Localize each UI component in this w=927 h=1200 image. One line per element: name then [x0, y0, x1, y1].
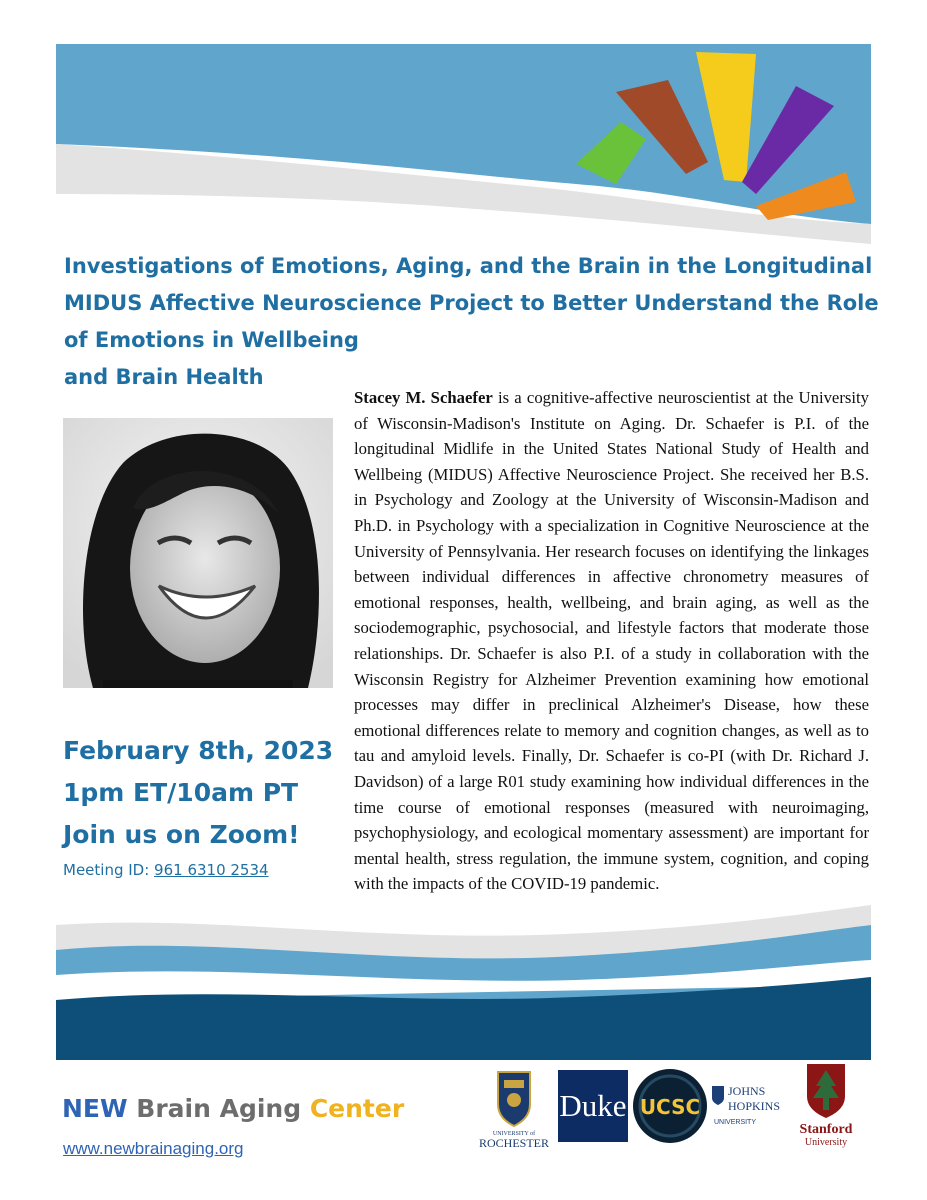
rochester-top-text: UNIVERSITY of — [492, 1131, 536, 1137]
brand-middle: Brain Aging — [127, 1094, 310, 1123]
brand-wordmark — [62, 1094, 404, 1123]
jhu-line1: JOHNS — [728, 1084, 766, 1098]
title-line: and Brain Health — [64, 365, 264, 389]
ucsc-logo — [632, 1068, 708, 1144]
meeting-label: Meeting ID: — [63, 861, 155, 879]
title-line: Investigations of Emotions, Aging, and the Brain in the Longitudinal — [64, 254, 873, 278]
meeting-info — [63, 858, 353, 882]
brand-center: Center — [309, 1094, 405, 1123]
ucsc-text: UCSC — [639, 1095, 701, 1119]
bio-text: is a cognitive-affective neuroscientist at the University of Wisconsin-Madison's Institute on Aging. Dr. Schaefer is P.I. of the longitudinal Midlife in the United States National Study of Health and Wellbeing (MIDUS) Affective Neuroscience Project. She received her B.S. in Psychology and Zoology at the University of Wisconsin-Madison and Ph.D. in Psychology with a specialization in Cognitive Neuroscience at the University of Pennsylvania. Her research focuses on identifying the linkages between individual differences in affective chronometry measures of emotional responses, health, wellbeing, and brain aging, as well as the sociodemographic, psychosocial, and lifestyle factors that moderate those relationships. Dr. Schaefer is also P.I. of a study in collaboration with the Wisconsin Registry for Alzheimer Prevention examining how emotional processes may differ in preclinical Alzheimer's Disease, how these emotional differences relate to memory and cognition changes, as well as to tau and amyloid levels. Finally, Dr. Schaefer is co-PI (with Dr. Richard J. Davidson) of a large R01 study examining how individual differences in the time course of emotional responses (measured with neuroimaging, psychophysiology, and ecological momentary assessment) are important for mental health, stress regulation, the immune system, cognition, and coping with the impacts of the COVID-19 pandemic. — [354, 388, 869, 894]
title-line: of Emotions in Wellbeing — [64, 328, 359, 352]
top-banner — [56, 44, 871, 244]
duke-logo: Duke — [558, 1070, 628, 1142]
event-details — [63, 730, 353, 882]
rochester-logo — [474, 1070, 554, 1150]
speaker-bio — [354, 385, 869, 897]
event-time: 1pm ET/10am PT — [63, 778, 299, 807]
jhu-line2: HOPKINS — [728, 1099, 780, 1113]
meeting-id-link[interactable]: 961 6310 2534 — [154, 861, 269, 879]
brand-new: NEW — [62, 1094, 128, 1123]
stanford-logo — [785, 1062, 867, 1148]
bottom-banner — [56, 905, 871, 1060]
title-line: MIDUS Affective Neuroscience Project to Better Understand the Role — [64, 291, 879, 315]
stanford-line1: Stanford — [799, 1122, 853, 1137]
event-date: February 8th, 2023 — [63, 736, 334, 765]
event-title — [64, 248, 884, 396]
website-link[interactable]: www.newbrainaging.org — [63, 1139, 244, 1158]
speaker-photo — [63, 418, 333, 688]
jhu-line3: UNIVERSITY — [714, 1119, 757, 1126]
speaker-name: Stacey M. Schaefer — [354, 388, 493, 407]
rochester-name-text: ROCHESTER — [478, 1136, 550, 1150]
johns-hopkins-logo — [710, 1080, 780, 1132]
stanford-line2: University — [804, 1137, 848, 1148]
event-cta: Join us on Zoom! — [63, 820, 300, 849]
